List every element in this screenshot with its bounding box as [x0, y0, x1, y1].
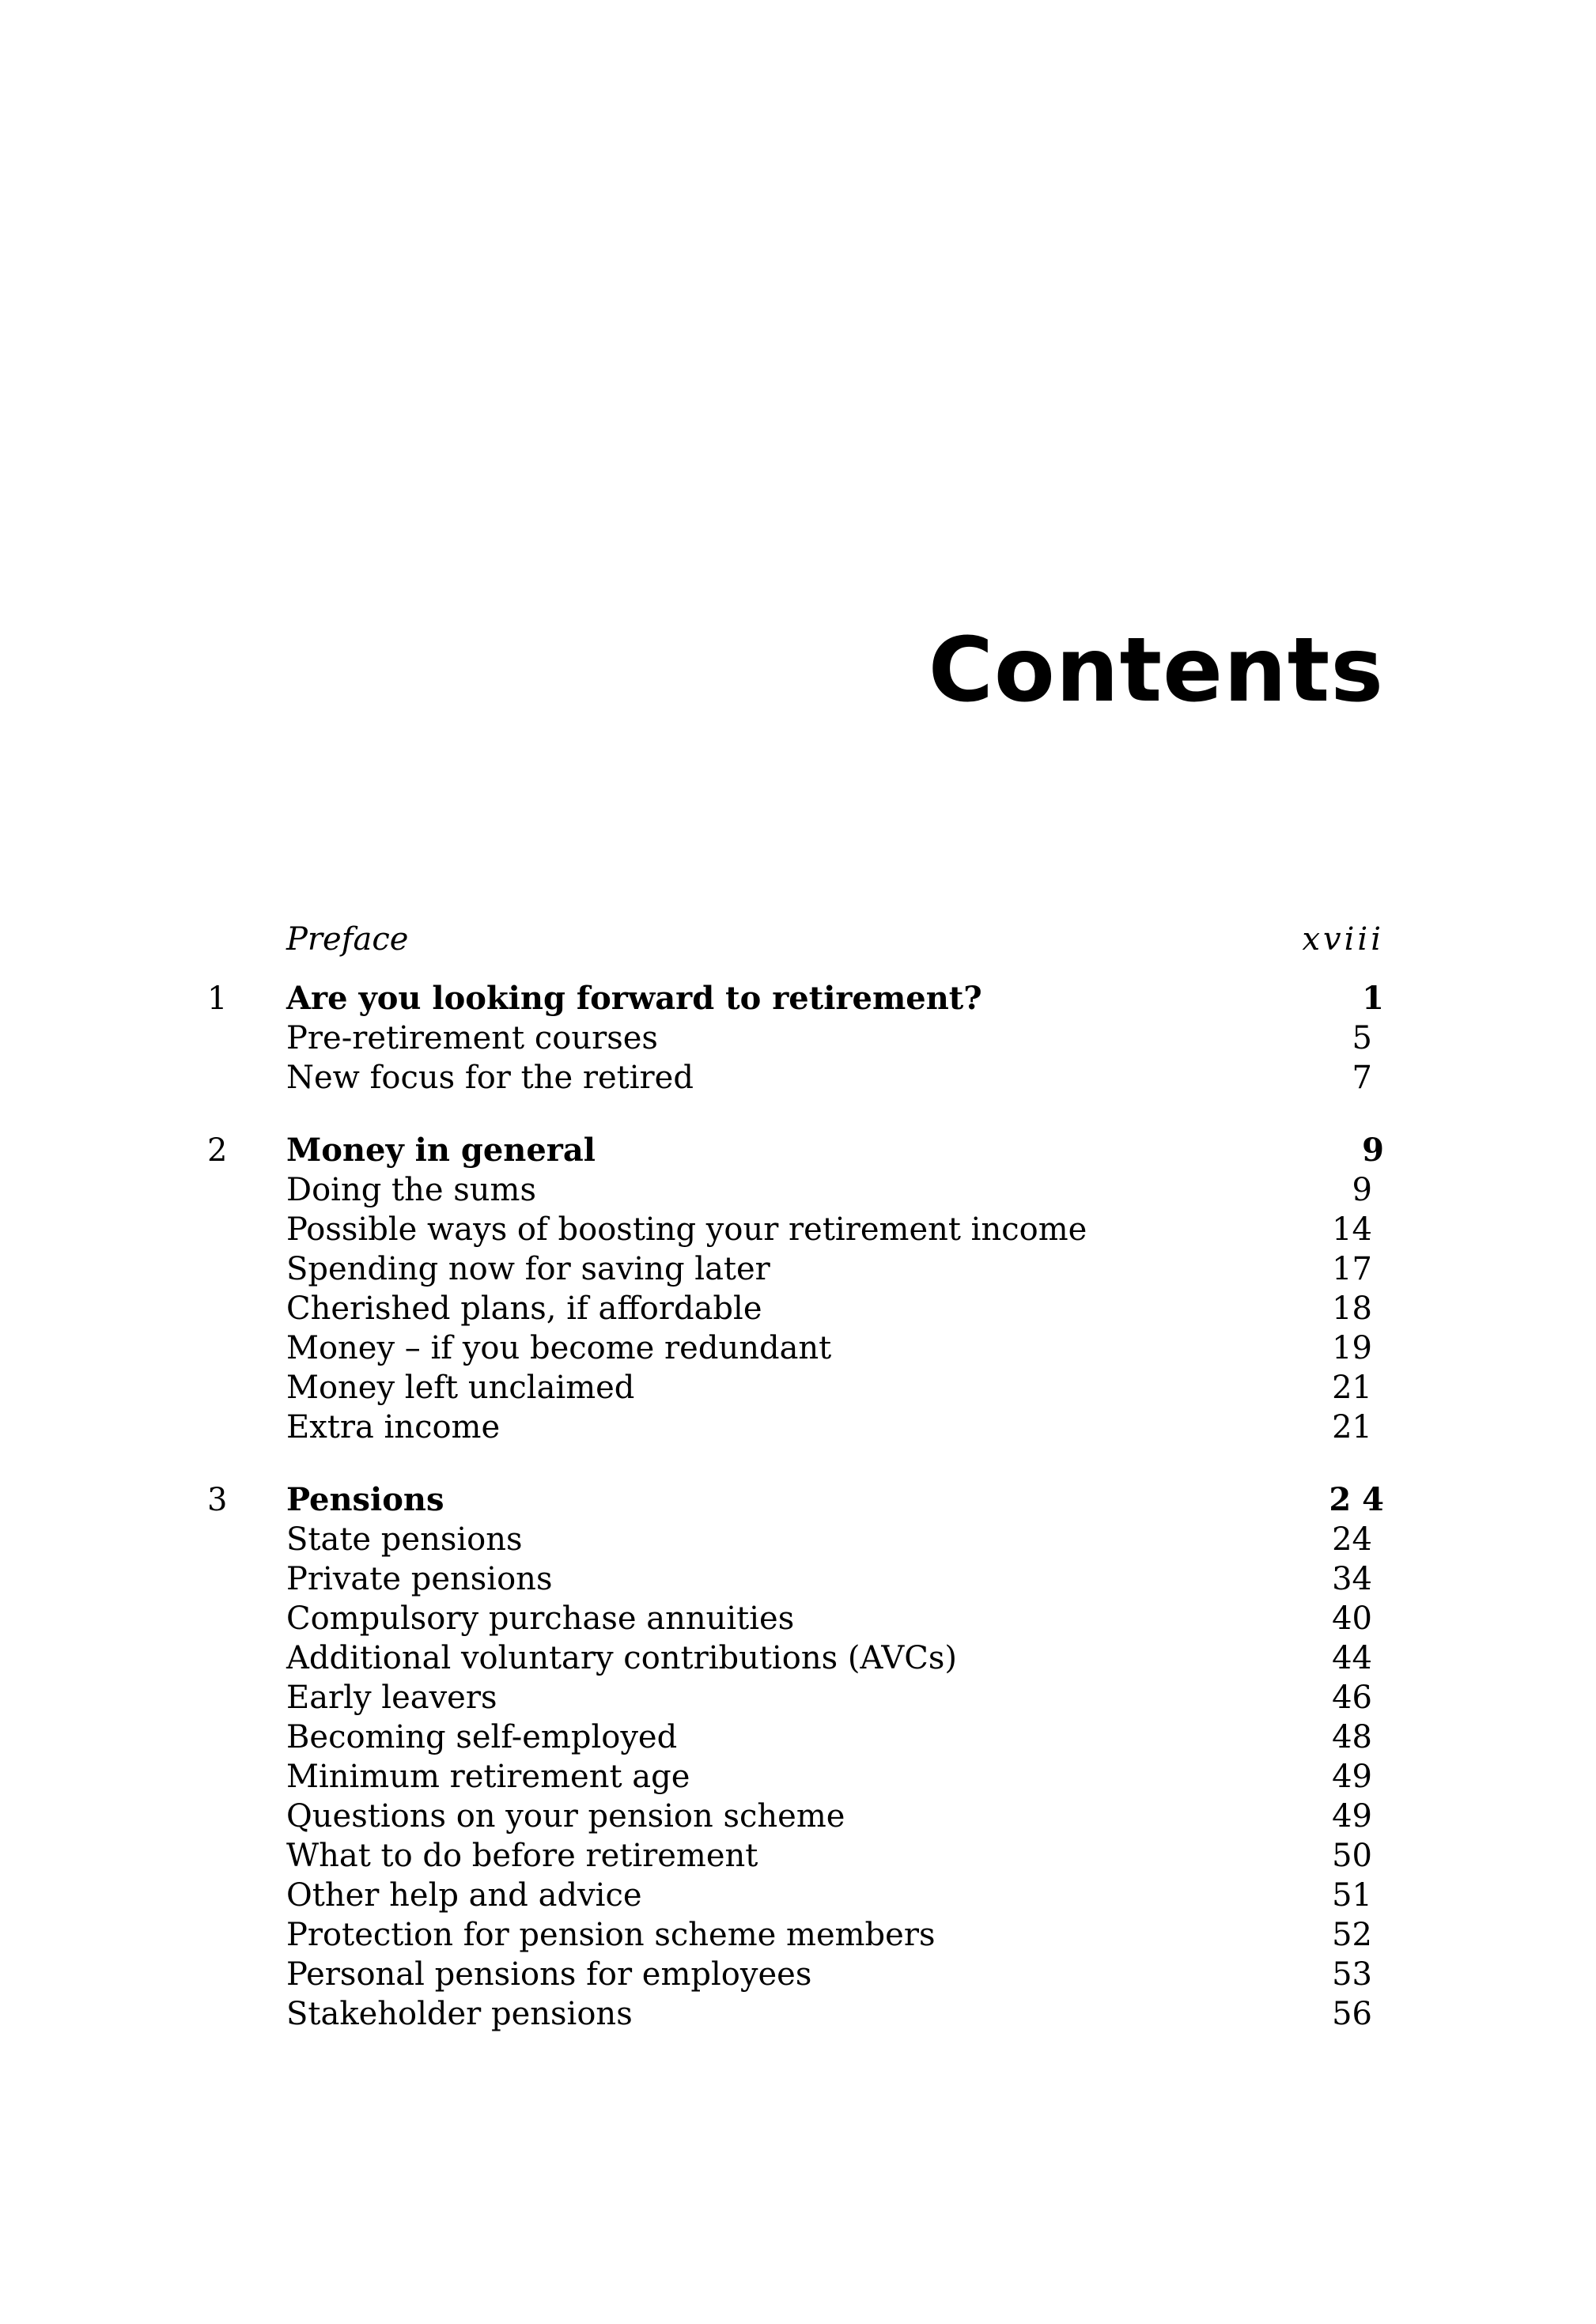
section-title: Spending now for saving later	[286, 1251, 770, 1287]
section-title: Questions on your pension scheme	[286, 1798, 845, 1835]
section-page: 53	[1332, 1956, 1372, 1993]
section-page: 21	[1332, 1370, 1372, 1406]
toc-section[interactable]	[0, 1994, 1596, 2034]
section-page: 44	[1332, 1640, 1372, 1676]
toc-section[interactable]	[0, 1368, 1596, 1408]
section-title: Private pensions	[286, 1561, 553, 1597]
section-page: 19	[1332, 1330, 1372, 1366]
toc-section[interactable]	[0, 1757, 1596, 1797]
section-title: Pre-retirement courses	[286, 1020, 658, 1056]
section-page: 24	[1332, 1521, 1372, 1558]
section-page: 17	[1332, 1251, 1372, 1287]
section-page: 5	[1352, 1020, 1372, 1056]
chapter-title: Are you looking forward to retirement?	[286, 980, 982, 1017]
toc-section[interactable]	[0, 1599, 1596, 1638]
toc-section[interactable]	[0, 1876, 1596, 1915]
toc-section[interactable]	[0, 1559, 1596, 1599]
section-page: 48	[1332, 1719, 1372, 1755]
section-title: Possible ways of boosting your retirement income	[286, 1211, 1087, 1248]
chapter-page: 1	[1362, 980, 1384, 1017]
toc-section[interactable]	[0, 1058, 1596, 1098]
section-title: State pensions	[286, 1521, 523, 1558]
section-page: 40	[1332, 1600, 1372, 1637]
toc-section[interactable]	[0, 1210, 1596, 1249]
section-title: Money – if you become redundant	[286, 1330, 832, 1366]
section-title: Money left unclaimed	[286, 1370, 635, 1406]
section-title: Personal pensions for employees	[286, 1956, 812, 1993]
section-title: Becoming self-employed	[286, 1719, 678, 1755]
section-page: 21	[1332, 1409, 1372, 1445]
section-page: 18	[1332, 1290, 1372, 1327]
section-page: 51	[1332, 1877, 1372, 1914]
section-title: Minimum retirement age	[286, 1759, 690, 1795]
chapter-title: Money in general	[286, 1132, 596, 1169]
chapter-page: 9	[1362, 1132, 1384, 1169]
section-title: Doing the sums	[286, 1172, 536, 1208]
section-title: What to do before retirement	[286, 1838, 758, 1874]
section-title: Stakeholder pensions	[286, 1996, 633, 2032]
toc-entry-preface[interactable]	[0, 920, 1596, 959]
section-title: Cherished plans, if affordable	[286, 1290, 762, 1327]
section-page: 9	[1352, 1172, 1372, 1208]
section-title: New focus for the retired	[286, 1060, 694, 1096]
toc-chapter-1[interactable]	[0, 979, 1596, 1018]
chapter-number: 1	[207, 981, 228, 1017]
toc-section[interactable]	[0, 1955, 1596, 1994]
toc-section[interactable]	[0, 1170, 1596, 1210]
section-page: 49	[1332, 1759, 1372, 1795]
section-page: 7	[1352, 1060, 1372, 1096]
toc-entry-title: Preface	[286, 921, 409, 958]
toc-section[interactable]	[0, 1915, 1596, 1955]
chapter-number: 3	[207, 1482, 228, 1518]
toc-section[interactable]	[0, 1520, 1596, 1559]
section-title: Extra income	[286, 1409, 501, 1445]
section-title: Other help and advice	[286, 1877, 642, 1914]
section-title: Compulsory purchase annuities	[286, 1600, 795, 1637]
toc-section[interactable]	[0, 1836, 1596, 1876]
section-page: 50	[1332, 1838, 1372, 1874]
section-page: 52	[1332, 1917, 1372, 1953]
toc-section[interactable]	[0, 1249, 1596, 1289]
toc-section[interactable]	[0, 1638, 1596, 1678]
chapter-number: 2	[207, 1132, 228, 1169]
section-page: 46	[1332, 1680, 1372, 1716]
toc-chapter-2[interactable]	[0, 1131, 1596, 1170]
section-page: 56	[1332, 1996, 1372, 2032]
toc-entry-page: xviii	[1302, 921, 1384, 958]
toc-section[interactable]	[0, 1408, 1596, 1447]
section-title: Early leavers	[286, 1680, 497, 1716]
toc-section[interactable]	[0, 1717, 1596, 1757]
section-page: 14	[1332, 1211, 1372, 1248]
section-title: Additional voluntary contributions (AVCs)	[286, 1640, 957, 1676]
section-page: 34	[1332, 1561, 1372, 1597]
chapter-page: 2 4	[1329, 1481, 1384, 1518]
toc-section[interactable]	[0, 1018, 1596, 1058]
section-title: Protection for pension scheme members	[286, 1917, 936, 1953]
toc-section[interactable]	[0, 1289, 1596, 1328]
page-title: Contents	[928, 619, 1384, 722]
toc-section[interactable]	[0, 1328, 1596, 1368]
section-page: 49	[1332, 1798, 1372, 1835]
toc-section[interactable]	[0, 1678, 1596, 1717]
chapter-title: Pensions	[286, 1481, 444, 1518]
toc-chapter-3[interactable]	[0, 1480, 1596, 1520]
toc-section[interactable]	[0, 1797, 1596, 1836]
